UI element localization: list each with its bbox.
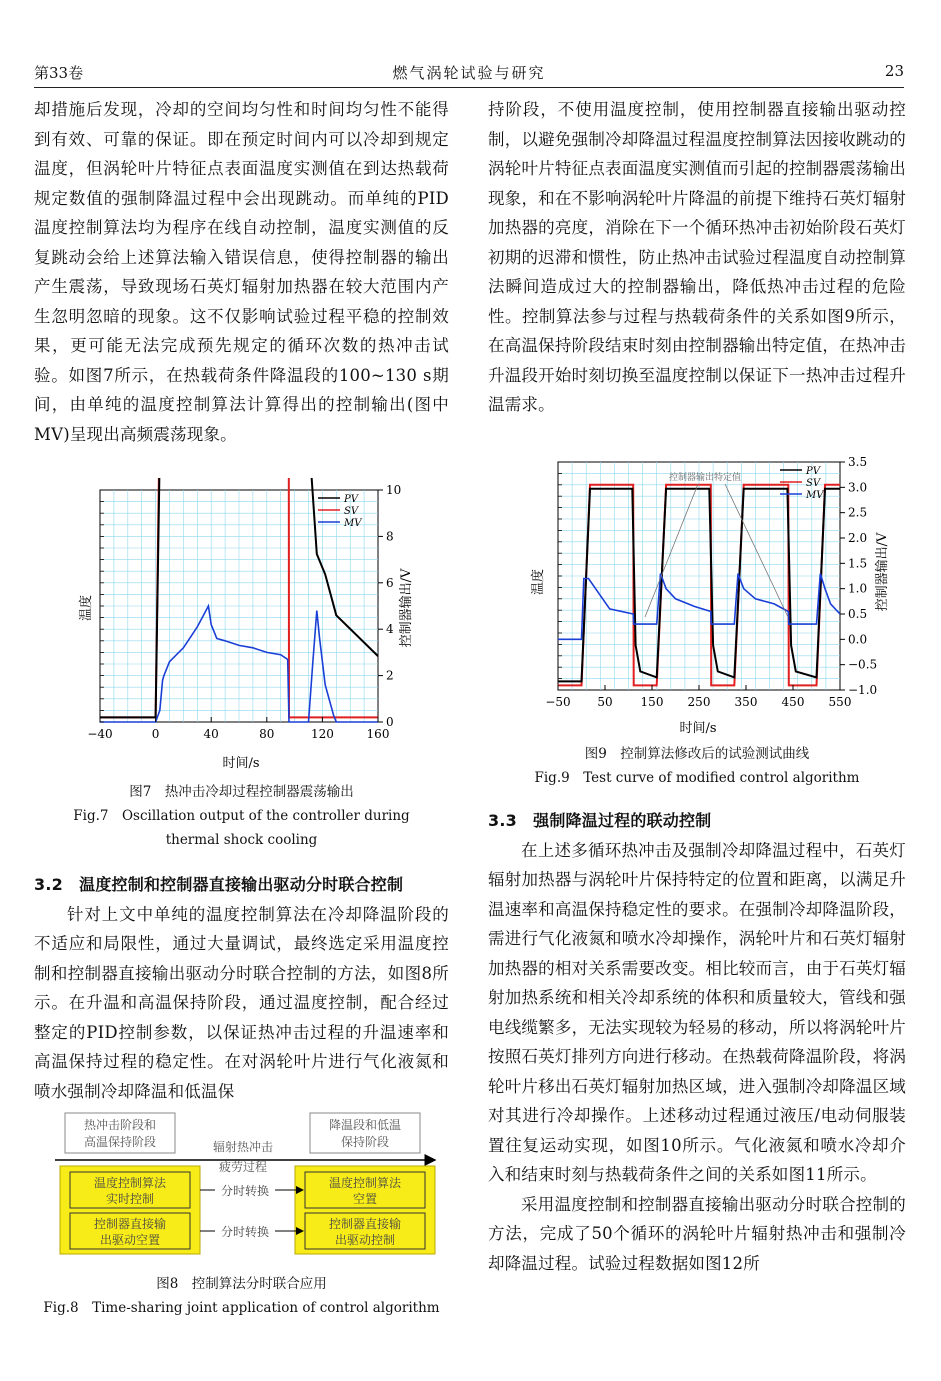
x-tick-label: 450 [781, 695, 805, 709]
legend-label: SV [806, 478, 821, 489]
left-column-bottom [34, 870, 449, 1106]
running-header [34, 62, 904, 86]
y2-tick-label: −0.5 [848, 657, 878, 672]
right-column-bottom [488, 806, 906, 1278]
fig7-caption-en-1: Fig.7 Oscillation output of the controller during [73, 808, 410, 824]
section-3-2-title: 3.2 温度控制和控制器直接输出驱动分时联合控制 [34, 875, 404, 894]
stage-left-label-1: 热冲击阶段和 [83, 1118, 157, 1132]
legend-label: PV [806, 466, 820, 477]
left-column-top [34, 95, 449, 449]
fig7-ylabel: 温度 [79, 594, 94, 622]
figure-9-caption [488, 742, 906, 790]
paragraph: 针对上文中单纯的温度控制算法在冷却降温阶段的不适应和局限性，通过大量调试，最终选定采用温度控制和控制器直接输出驱动分时联合控制的方法，如图8所示。在升温和高温保持阶段，通过温度控制，配合经过整定的PID控制参数，以保证热冲击过程的升温速率和高温保持过程的稳定性。在对涡轮叶片进行气化液氮和喷水强制冷却降温和低温保 [34, 904, 449, 1101]
fig7-y2label: 控制器输出/V [399, 568, 414, 648]
fig7-caption-cn: 图7 热冲击冷却过程控制器震荡输出 [129, 784, 354, 800]
legend-label: MV [806, 490, 824, 501]
figure-8-diagram [55, 1108, 440, 1268]
journal-title: 燃气涡轮试验与研究 [392, 64, 546, 82]
legend-label: SV [344, 506, 359, 517]
y2-tick-label: 2.5 [848, 505, 868, 520]
fig9-xlabel: 时间/s [679, 721, 717, 736]
y2-tick-label: −1.0 [848, 683, 878, 697]
x-tick-label: −50 [545, 695, 571, 709]
switch-label-2: 分时转换 [220, 1225, 270, 1239]
switch-label-1: 分时转换 [220, 1184, 270, 1198]
fig8-caption-cn: 图8 控制算法分时联合应用 [156, 1276, 327, 1292]
box-tl-text-1: 温度控制算法 [93, 1176, 167, 1190]
x-tick-label: 550 [828, 695, 852, 709]
y2-tick-label: 0.0 [848, 632, 868, 647]
stage-right-label-2: 保持阶段 [340, 1135, 390, 1149]
right-column-top [488, 95, 906, 420]
x-tick-label: 160 [366, 727, 390, 741]
header-rule [34, 87, 904, 88]
y2-tick-label: 6 [386, 575, 394, 590]
legend-label: PV [344, 494, 358, 505]
volume-label: 第33卷 [34, 64, 84, 82]
fig9-caption-cn: 图9 控制算法修改后的试验测试曲线 [584, 746, 810, 762]
arrow-label-1: 辐射热冲击 [212, 1140, 274, 1154]
paragraph: 采用温度控制和控制器直接输出驱动分时联合控制的方法，完成了50个循环的涡轮叶片辐射热冲击和强制冷却降温过程。试验过程数据如图12所 [488, 1194, 906, 1273]
figure-7-caption [34, 780, 449, 852]
fig9-annotation: 控制器输出特定值 [668, 473, 742, 483]
x-tick-label: 40 [203, 727, 219, 741]
box-bl-text-1: 控制器直接输 [93, 1217, 167, 1231]
box-tl-text-2: 实时控制 [105, 1192, 155, 1206]
paragraph: 却措施后发现，冷却的空间均匀性和时间均匀性不能得到有效、可靠的保证。即在预定时间内可以冷却到规定温度，但涡轮叶片特征点表面温度实测值在到达热载荷规定数值的强制降温过程中会出现跳动。而单纯的PID温度控制算法均为程序在线自动控制，温度实测值的反复跳动会给上述算法输入错误信息，使得控制器的输出产生震荡，导致现场石英灯辐射加热器在较大范围内产生忽明忽暗的现象。这不仅影响试验过程平稳的控制效果，更可能无法完成预先规定的循环次数的热冲击试验。如图7所示，在热载荷条件降温段的100~130 s期间，由单纯的温度控制算法计算得出的控制输出(图中MV)呈现出高频震荡现象。 [34, 100, 449, 444]
paragraph: 持阶段，不使用温度控制，使用控制器直接输出驱动控制，以避免强制冷却降温过程温度控制算法因接收跳动的涡轮叶片特征点表面温度实测值而引起的控制器震荡输出现象，和在不影响涡轮叶片降温的前提下维持石英灯辐射加热器的亮度，消除在下一个循环热冲击初始阶段石英灯初期的迟滞和惯性，防止热冲击试验过程温度自动控制算法瞬间造成过大的控制器输出，降低热冲击过程的危险性。控制算法参与过程与热载荷条件的关系如图9所示，在高温保持阶段结束时刻由控制器输出特定值，在热冲击升温段开始时刻切换至温度控制以保证下一热冲击过程升温需求。 [488, 100, 906, 414]
x-tick-label: 80 [259, 727, 275, 741]
box-br-text-2: 出驱动控制 [334, 1233, 396, 1247]
x-tick-label: −40 [87, 727, 113, 741]
box-bl-text-2: 出驱动空置 [99, 1233, 161, 1247]
stage-right-label-1: 降温段和低温 [328, 1118, 402, 1132]
x-tick-label: 250 [687, 695, 711, 709]
x-tick-label: 120 [310, 727, 334, 741]
y2-tick-label: 2 [386, 668, 394, 683]
y2-tick-label: 1.0 [848, 581, 868, 596]
fig7-caption-en-2: thermal shock cooling [165, 832, 318, 848]
arrow-label-2: 疲劳过程 [218, 1160, 268, 1174]
paragraph: 在上述多循环热冲击及强制冷却降温过程中，石英灯辐射加热器与涡轮叶片保持特定的位置和距离，以满足升温速率和高温保持稳定性的要求。在强制冷却降温阶段，需进行气化液氮和喷水冷却操作，涡轮叶片和石英灯辐射加热器的相对关系需要改变。相比较而言，由于石英灯辐射加热系统和相关冷却系统的体积和质量较大，管线和强电线缆繁多，无法实现较为轻易的移动，所以将涡轮叶片按照石英灯排列方向进行移动。在热载荷降温阶段，将涡轮叶片移出石英灯辐射加热区域，进入强制冷却降温区域对其进行冷却操作。上述移动过程通过液压/电动伺服装置往复运动实现，如图10所示。气化液氮和喷水冷却介入和结束时刻与热载荷条件之间的关系如图11所示。 [488, 840, 906, 1184]
figure-8-caption [34, 1272, 449, 1320]
y2-tick-label: 0 [386, 715, 394, 729]
box-tr-text-1: 温度控制算法 [328, 1176, 402, 1190]
x-tick-label: 0 [151, 727, 160, 741]
y2-tick-label: 8 [386, 529, 394, 544]
fig8-caption-en: Fig.8 Time-sharing joint application of control algorithm [43, 1300, 440, 1316]
y2-tick-label: 0.5 [848, 607, 868, 621]
y2-tick-label: 10 [386, 483, 402, 497]
box-br-text-1: 控制器直接输 [328, 1217, 402, 1231]
figure-7-chart [70, 478, 420, 778]
y2-tick-label: 3.0 [848, 480, 868, 495]
x-tick-label: 350 [734, 695, 758, 709]
fig7-xlabel: 时间/s [222, 756, 260, 771]
x-tick-label: 150 [640, 695, 664, 709]
fig9-ylabel: 温度 [531, 568, 546, 596]
x-tick-label: 50 [597, 695, 613, 709]
y2-tick-label: 3.5 [848, 455, 868, 469]
legend-label: MV [344, 518, 362, 529]
box-tr-text-2: 空置 [352, 1192, 378, 1206]
fig9-y2label: 控制器输出/V [875, 532, 890, 612]
fig9-caption-en: Fig.9 Test curve of modified control algorithm [534, 770, 860, 786]
section-3-3-title: 3.3 强制降温过程的联动控制 [488, 811, 712, 830]
y2-tick-label: 1.5 [848, 556, 868, 571]
stage-left-label-2: 高温保持阶段 [83, 1135, 157, 1149]
figure-9-chart [520, 452, 900, 742]
y2-tick-label: 2.0 [848, 531, 868, 545]
y2-tick-label: 4 [386, 622, 394, 637]
page-number: 23 [884, 62, 904, 80]
